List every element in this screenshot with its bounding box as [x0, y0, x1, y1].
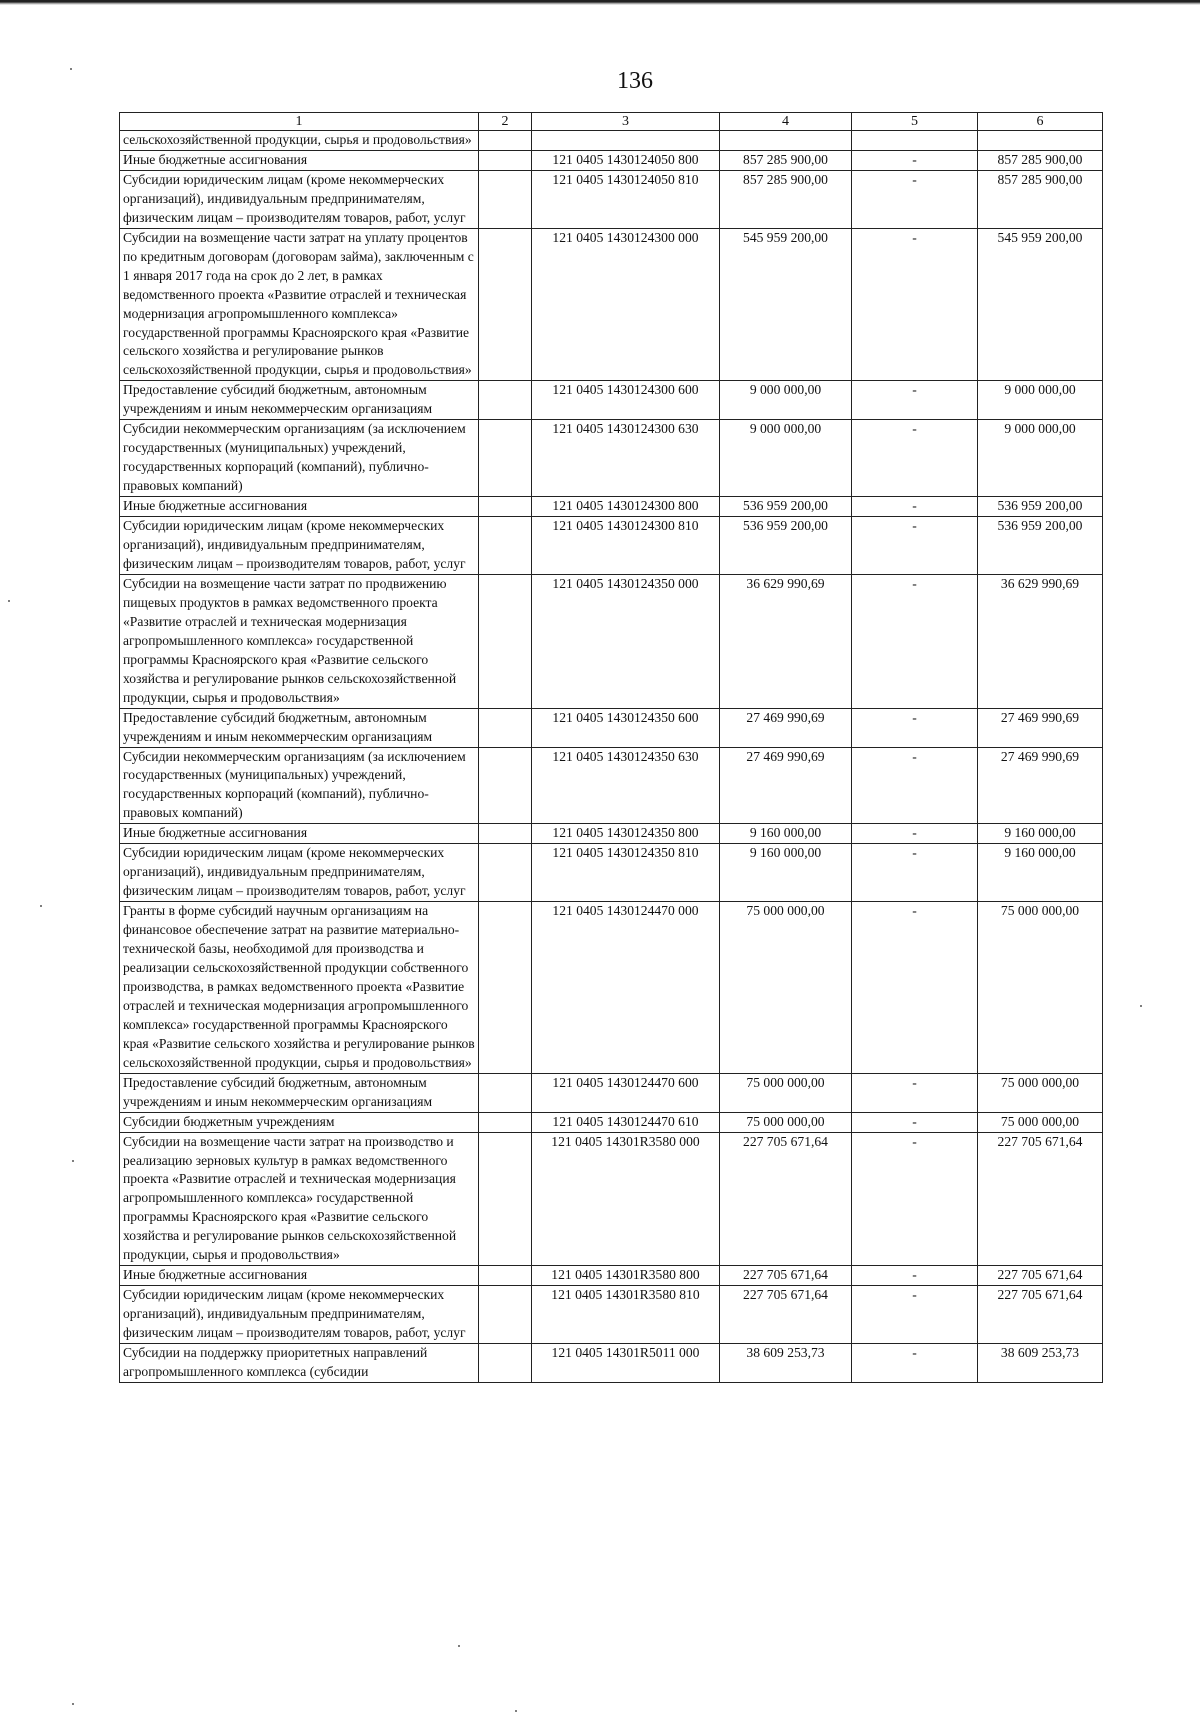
- row-change-cell: -: [852, 517, 978, 575]
- row-total-cell: 9 160 000,00: [978, 824, 1103, 844]
- row-change-cell: -: [852, 708, 978, 747]
- table-row: [120, 1112, 1103, 1132]
- column-header: 3: [532, 113, 720, 131]
- row-code-cell: 121 0405 14301R3580 000: [532, 1132, 720, 1266]
- row-amount-cell: 536 959 200,00: [720, 497, 852, 517]
- row-code-cell: 121 0405 1430124050 810: [532, 170, 720, 228]
- row-col2-cell: [479, 1112, 532, 1132]
- row-name-cell: Субсидии некоммерческим организациям (за исключением государственных (муниципальных) учреждений, государственных корпораций (компаний), публично-правовых компаний): [120, 747, 479, 824]
- row-total-cell: 27 469 990,69: [978, 747, 1103, 824]
- row-total-cell: 227 705 671,64: [978, 1266, 1103, 1286]
- table-row: [120, 902, 1103, 1074]
- row-col2-cell: [479, 824, 532, 844]
- table-row: [120, 1344, 1103, 1383]
- row-total-cell: 9 000 000,00: [978, 381, 1103, 420]
- row-code-cell: 121 0405 1430124050 800: [532, 150, 720, 170]
- row-code-cell: 121 0405 1430124470 610: [532, 1112, 720, 1132]
- row-change-cell: -: [852, 497, 978, 517]
- row-name-cell: Субсидии юридическим лицам (кроме некоммерческих организаций), индивидуальным предпринимателям, физическим лицам – производителям товаров, работ, услуг: [120, 844, 479, 902]
- scan-speck: [8, 600, 10, 602]
- row-code-cell: 121 0405 14301R3580 810: [532, 1286, 720, 1344]
- table-row: [120, 824, 1103, 844]
- row-code-cell: 121 0405 1430124350 800: [532, 824, 720, 844]
- scan-speck: [515, 1710, 517, 1712]
- row-change-cell: -: [852, 747, 978, 824]
- page-number: 136: [617, 68, 653, 94]
- row-amount-cell: 9 160 000,00: [720, 844, 852, 902]
- row-name-cell: Иные бюджетные ассигнования: [120, 824, 479, 844]
- row-code-cell: 121 0405 14301R5011 000: [532, 1344, 720, 1383]
- row-total-cell: 9 000 000,00: [978, 420, 1103, 497]
- row-total-cell: [978, 131, 1103, 151]
- header-row: [120, 113, 1103, 131]
- row-amount-cell: 75 000 000,00: [720, 1112, 852, 1132]
- scan-speck: [458, 1645, 460, 1647]
- row-amount-cell: 536 959 200,00: [720, 517, 852, 575]
- row-total-cell: 27 469 990,69: [978, 708, 1103, 747]
- table-row: [120, 131, 1103, 151]
- row-name-cell: Субсидии бюджетным учреждениям: [120, 1112, 479, 1132]
- row-change-cell: -: [852, 1073, 978, 1112]
- row-total-cell: 75 000 000,00: [978, 1112, 1103, 1132]
- row-amount-cell: 9 160 000,00: [720, 824, 852, 844]
- row-amount-cell: 227 705 671,64: [720, 1266, 852, 1286]
- row-name-cell: Субсидии на возмещение части затрат на уплату процентов по кредитным договорам (договорам займа), заключенным с 1 января 2017 года на срок до 2 лет, в рамках ведомственного проекта «Развитие отраслей и техническая модернизация агропромышленного комплекса» государственной программы Красноярского края «Развитие сельского хозяйства и регулирование рынков сельскохозяйственной продукции, сырья и продовольствия»: [120, 228, 479, 381]
- row-col2-cell: [479, 228, 532, 381]
- row-total-cell: 536 959 200,00: [978, 497, 1103, 517]
- row-code-cell: 121 0405 1430124300 630: [532, 420, 720, 497]
- row-code-cell: 121 0405 1430124300 810: [532, 517, 720, 575]
- row-col2-cell: [479, 420, 532, 497]
- column-header: 1: [120, 113, 479, 131]
- row-name-cell: Субсидии на возмещение части затрат по продвижению пищевых продуктов в рамках ведомственного проекта «Развитие отраслей и техническая модернизация агропромышленного комплекса» государственной программы Красноярского края «Развитие сельского хозяйства и регулирование рынков сельскохозяйственной продукции, сырья и продовольствия»: [120, 574, 479, 708]
- column-header: 2: [479, 113, 532, 131]
- row-code-cell: 121 0405 1430124470 000: [532, 902, 720, 1074]
- row-col2-cell: [479, 708, 532, 747]
- row-name-cell: Иные бюджетные ассигнования: [120, 150, 479, 170]
- table-row: [120, 1132, 1103, 1266]
- scan-speck: [72, 1703, 74, 1705]
- table-row: [120, 150, 1103, 170]
- row-change-cell: -: [852, 1112, 978, 1132]
- row-change-cell: -: [852, 1266, 978, 1286]
- row-col2-cell: [479, 747, 532, 824]
- table-row: [120, 1286, 1103, 1344]
- scan-speck: [72, 1160, 74, 1162]
- row-col2-cell: [479, 1344, 532, 1383]
- table-row: [120, 1073, 1103, 1112]
- scan-speck: [1140, 1005, 1142, 1007]
- table-row: [120, 228, 1103, 381]
- row-name-cell: Гранты в форме субсидий научным организациям на финансовое обеспечение затрат на развитие материально-технической базы, необходимой для производства и реализации сельскохозяйственной продукции собственного производства, в рамках ведомственного проекта «Развитие отраслей и техническая модернизация агропромышленного комплекса» государственной программы Красноярского края «Развитие сельского хозяйства и регулирование рынков сельскохозяйственной продукции, сырья и продовольствия»: [120, 902, 479, 1074]
- row-code-cell: 121 0405 1430124350 600: [532, 708, 720, 747]
- table-body: [120, 131, 1103, 1383]
- scan-speck: [70, 68, 72, 70]
- scan-speck: [40, 905, 42, 907]
- row-change-cell: -: [852, 1344, 978, 1383]
- row-name-cell: Субсидии юридическим лицам (кроме некоммерческих организаций), индивидуальным предпринимателям, физическим лицам – производителям товаров, работ, услуг: [120, 170, 479, 228]
- row-change-cell: -: [852, 228, 978, 381]
- row-name-cell: Предоставление субсидий бюджетным, автономным учреждениям и иным некоммерческим организациям: [120, 381, 479, 420]
- row-col2-cell: [479, 844, 532, 902]
- row-col2-cell: [479, 1132, 532, 1266]
- row-total-cell: 36 629 990,69: [978, 574, 1103, 708]
- row-total-cell: 857 285 900,00: [978, 170, 1103, 228]
- row-name-cell: сельскохозяйственной продукции, сырья и продовольствия»: [120, 131, 479, 151]
- row-col2-cell: [479, 1286, 532, 1344]
- row-amount-cell: 75 000 000,00: [720, 1073, 852, 1112]
- row-name-cell: Субсидии на возмещение части затрат на производство и реализацию зерновых культур в рамках ведомственного проекта «Развитие отраслей и техническая модернизация агропромышленного комплекса» государственной программы Красноярского края «Развитие сельского хозяйства и регулирование рынков сельскохозяйственной продукции, сырья и продовольствия»: [120, 1132, 479, 1266]
- row-amount-cell: 545 959 200,00: [720, 228, 852, 381]
- row-amount-cell: 75 000 000,00: [720, 902, 852, 1074]
- row-change-cell: [852, 131, 978, 151]
- row-code-cell: 121 0405 1430124350 810: [532, 844, 720, 902]
- row-code-cell: 121 0405 1430124350 000: [532, 574, 720, 708]
- row-name-cell: Субсидии юридическим лицам (кроме некоммерческих организаций), индивидуальным предпринимателям, физическим лицам – производителям товаров, работ, услуг: [120, 517, 479, 575]
- column-header: 4: [720, 113, 852, 131]
- table-row: [120, 497, 1103, 517]
- row-name-cell: Субсидии юридическим лицам (кроме некоммерческих организаций), индивидуальным предпринимателям, физическим лицам – производителям товаров, работ, услуг: [120, 1286, 479, 1344]
- row-col2-cell: [479, 574, 532, 708]
- row-name-cell: Иные бюджетные ассигнования: [120, 1266, 479, 1286]
- row-amount-cell: 857 285 900,00: [720, 170, 852, 228]
- row-amount-cell: 9 000 000,00: [720, 381, 852, 420]
- row-total-cell: 857 285 900,00: [978, 150, 1103, 170]
- row-total-cell: 227 705 671,64: [978, 1286, 1103, 1344]
- row-change-cell: -: [852, 420, 978, 497]
- row-col2-cell: [479, 497, 532, 517]
- row-change-cell: -: [852, 1286, 978, 1344]
- row-change-cell: -: [852, 170, 978, 228]
- row-code-cell: 121 0405 14301R3580 800: [532, 1266, 720, 1286]
- table-row: [120, 747, 1103, 824]
- row-col2-cell: [479, 1073, 532, 1112]
- row-total-cell: 9 160 000,00: [978, 844, 1103, 902]
- row-code-cell: 121 0405 1430124470 600: [532, 1073, 720, 1112]
- row-change-cell: -: [852, 381, 978, 420]
- table-row: [120, 517, 1103, 575]
- row-col2-cell: [479, 517, 532, 575]
- row-total-cell: 227 705 671,64: [978, 1132, 1103, 1266]
- column-header: 5: [852, 113, 978, 131]
- row-amount-cell: 227 705 671,64: [720, 1286, 852, 1344]
- table-row: [120, 1266, 1103, 1286]
- row-change-cell: -: [852, 150, 978, 170]
- table-row: [120, 708, 1103, 747]
- row-total-cell: 75 000 000,00: [978, 1073, 1103, 1112]
- row-name-cell: Иные бюджетные ассигнования: [120, 497, 479, 517]
- row-total-cell: 545 959 200,00: [978, 228, 1103, 381]
- row-col2-cell: [479, 150, 532, 170]
- row-col2-cell: [479, 131, 532, 151]
- table-row: [120, 420, 1103, 497]
- row-code-cell: 121 0405 1430124300 800: [532, 497, 720, 517]
- table-row: [120, 844, 1103, 902]
- row-change-cell: -: [852, 844, 978, 902]
- row-total-cell: 38 609 253,73: [978, 1344, 1103, 1383]
- row-amount-cell: 38 609 253,73: [720, 1344, 852, 1383]
- row-name-cell: Предоставление субсидий бюджетным, автономным учреждениям и иным некоммерческим организациям: [120, 1073, 479, 1112]
- table-row: [120, 381, 1103, 420]
- row-total-cell: 536 959 200,00: [978, 517, 1103, 575]
- row-code-cell: 121 0405 1430124300 000: [532, 228, 720, 381]
- row-col2-cell: [479, 1266, 532, 1286]
- row-code-cell: [532, 131, 720, 151]
- row-name-cell: Субсидии некоммерческим организациям (за исключением государственных (муниципальных) учреждений, государственных корпораций (компаний), публично-правовых компаний): [120, 420, 479, 497]
- row-amount-cell: 27 469 990,69: [720, 747, 852, 824]
- row-col2-cell: [479, 170, 532, 228]
- row-amount-cell: [720, 131, 852, 151]
- row-col2-cell: [479, 902, 532, 1074]
- top-border: [0, 0, 1200, 5]
- column-header: 6: [978, 113, 1103, 131]
- row-amount-cell: 857 285 900,00: [720, 150, 852, 170]
- row-amount-cell: 27 469 990,69: [720, 708, 852, 747]
- row-change-cell: -: [852, 902, 978, 1074]
- row-code-cell: 121 0405 1430124350 630: [532, 747, 720, 824]
- row-change-cell: -: [852, 824, 978, 844]
- row-amount-cell: 9 000 000,00: [720, 420, 852, 497]
- budget-table: [119, 112, 1103, 1383]
- table-row: [120, 574, 1103, 708]
- row-change-cell: -: [852, 1132, 978, 1266]
- row-name-cell: Предоставление субсидий бюджетным, автономным учреждениям и иным некоммерческим организациям: [120, 708, 479, 747]
- row-col2-cell: [479, 381, 532, 420]
- row-amount-cell: 36 629 990,69: [720, 574, 852, 708]
- row-code-cell: 121 0405 1430124300 600: [532, 381, 720, 420]
- row-total-cell: 75 000 000,00: [978, 902, 1103, 1074]
- row-change-cell: -: [852, 574, 978, 708]
- row-name-cell: Субсидии на поддержку приоритетных направлений агропромышленного комплекса (субсидии: [120, 1344, 479, 1383]
- table-row: [120, 170, 1103, 228]
- row-amount-cell: 227 705 671,64: [720, 1132, 852, 1266]
